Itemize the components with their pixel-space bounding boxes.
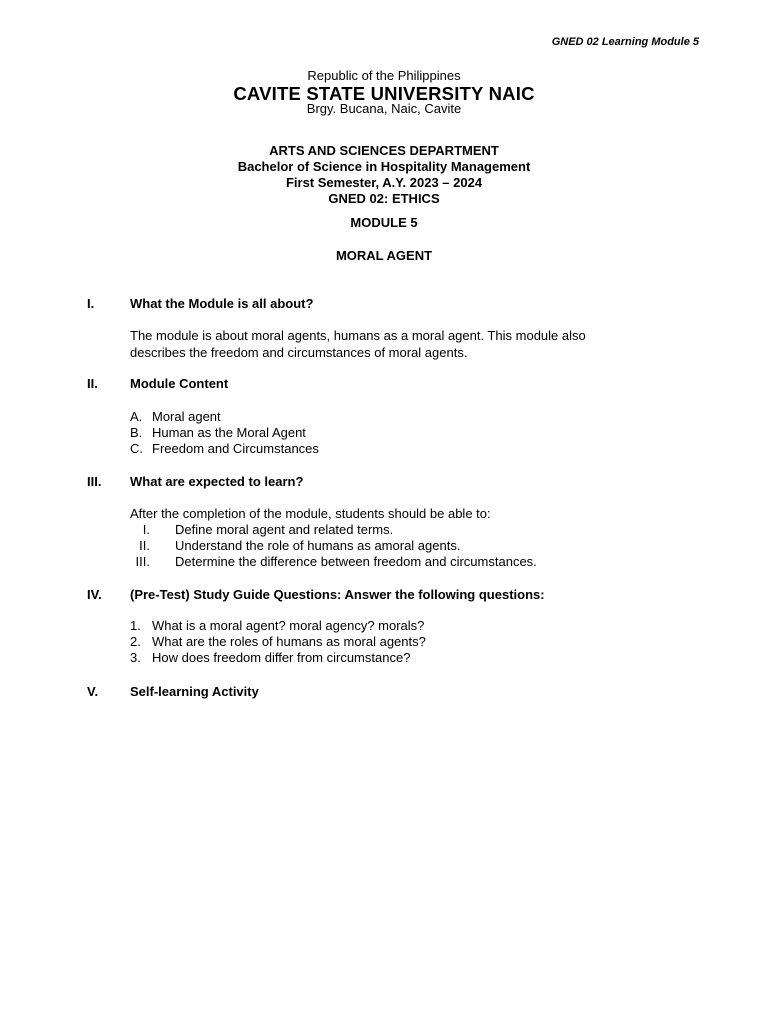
republic-line: Republic of the Philippines	[307, 68, 461, 83]
section-1-body-line-1: The module is about moral agents, humans as a moral agent. This module also	[130, 328, 586, 343]
semester-line: First Semester, A.Y. 2023 – 2024	[285, 175, 483, 190]
university-name: CAVITE STATE UNIVERSITY NAIC	[233, 83, 535, 104]
section-2-numeral: II.	[87, 376, 98, 391]
section-2-title: Module Content	[130, 376, 229, 391]
list-item-text: How does freedom differ from circumstance?	[152, 650, 411, 665]
list-item-text: What are the roles of humans as moral agents?	[152, 634, 426, 649]
list-marker: A.	[130, 409, 143, 424]
list-item-text: Define moral agent and related terms.	[175, 522, 394, 537]
program-name: Bachelor of Science in Hospitality Management	[237, 159, 531, 174]
section-3-numeral: III.	[87, 474, 102, 489]
section-4	[0, 587, 768, 665]
course-code: GNED 02: ETHICS	[328, 191, 440, 206]
list-marker: 3.	[130, 650, 141, 665]
list-item-text: Moral agent	[152, 409, 221, 424]
list-item-text: Human as the Moral Agent	[152, 425, 306, 440]
department-name: ARTS AND SCIENCES DEPARTMENT	[269, 143, 499, 158]
department-block	[0, 143, 768, 207]
module-title: MORAL AGENT	[335, 248, 433, 263]
section-3	[0, 474, 768, 569]
section-1-heading	[0, 296, 768, 312]
list-marker: III.	[135, 554, 150, 569]
module-number: MODULE 5	[350, 215, 418, 230]
list-marker: 1.	[130, 618, 141, 633]
list-item-text: Understand the role of humans as amoral agents.	[175, 538, 461, 553]
list-marker: C.	[130, 441, 143, 456]
section-5-heading	[0, 684, 768, 700]
list-marker: I.	[142, 522, 150, 537]
section-2-heading	[0, 376, 768, 392]
running-header: GNED 02 Learning Module 5	[551, 36, 699, 48]
section-1-title: What the Module is all about?	[130, 296, 314, 311]
section-3-title: What are expected to learn?	[130, 474, 304, 489]
section-5-numeral: V.	[87, 684, 99, 699]
list-marker: B.	[130, 425, 143, 440]
list-item-text: What is a moral agent? moral agency? morals?	[152, 618, 425, 633]
list-item-text: Freedom and Circumstances	[152, 441, 319, 456]
section-4-numeral: IV.	[87, 587, 102, 602]
section-1-numeral: I.	[87, 296, 95, 311]
section-1-body-line-2: describes the freedom and circumstances of moral agents.	[130, 344, 468, 360]
list-marker: II.	[139, 538, 150, 553]
section-4-title: (Pre-Test) Study Guide Questions: Answer the following questions:	[130, 587, 545, 602]
section-3-heading	[0, 474, 768, 490]
list-marker: 2.	[130, 634, 141, 649]
list-item-text: Determine the difference between freedom and circumstances.	[175, 554, 537, 569]
section-5-title: Self-learning Activity	[130, 684, 259, 699]
section-1-body	[130, 328, 690, 361]
section-2	[0, 376, 768, 456]
section-3-intro: After the completion of the module, students should be able to:	[130, 506, 491, 521]
section-4-heading	[0, 587, 768, 603]
university-address: Brgy. Bucana, Naic, Cavite	[306, 101, 462, 116]
section-5	[0, 684, 768, 700]
section-1	[0, 296, 768, 360]
